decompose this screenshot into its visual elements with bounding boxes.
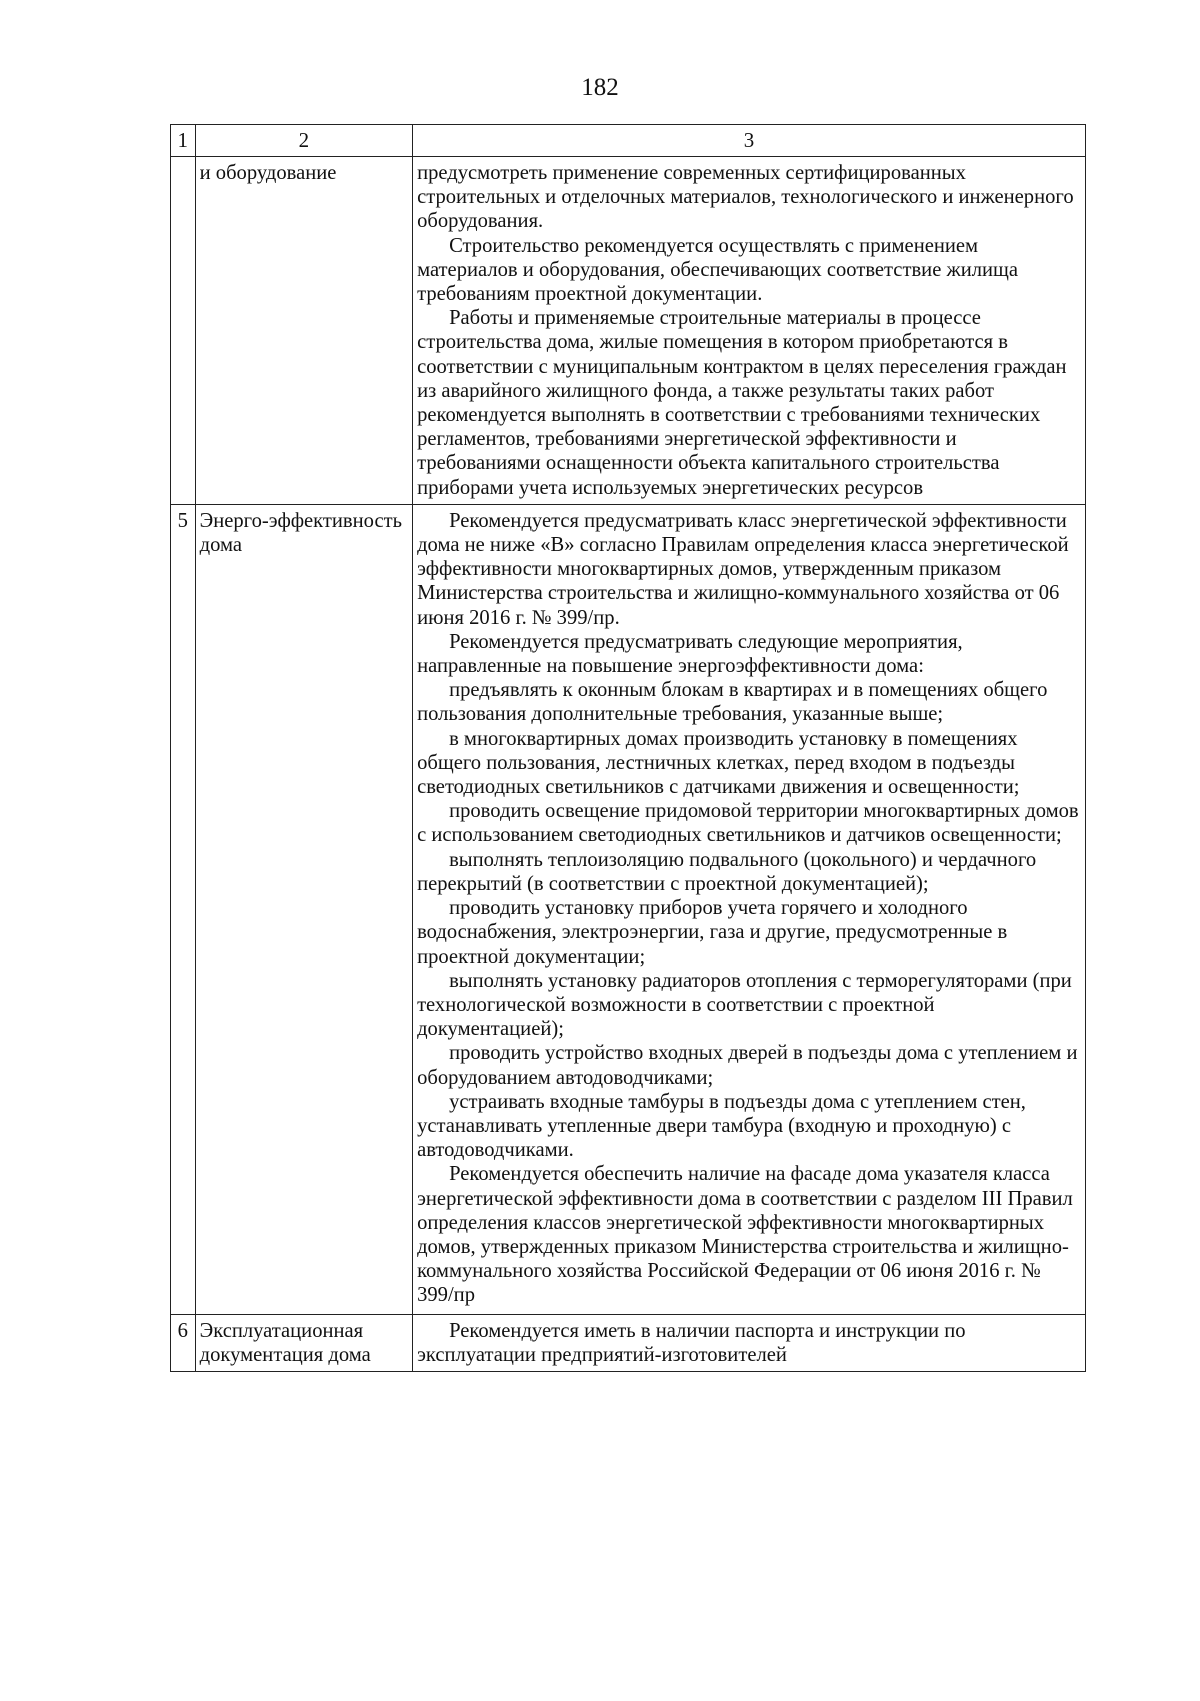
row-number: 5 (171, 504, 196, 1314)
paragraph: предусмотреть применение современных сертифицированных строительных и отделочных материалов, технологического и инженерного оборудования. (417, 162, 1074, 233)
row-number (171, 157, 196, 505)
paragraph: Рекомендуется предусматривать класс энергетической эффективности дома не ниже «В» согласно Правилам определения класса энергетической эффективности многоквартирных домов, утвержденным приказом Министерства строительства и жилищно-коммунального хозяйства от 06 июня 2016 г. № 399/пр. (417, 509, 1069, 629)
paragraph: Рекомендуется предусматривать следующие мероприятия, направленные на повышение энергоэффективности дома: (417, 630, 963, 678)
paragraph: выполнять установку радиаторов отопления с терморегуляторами (при технологической возможности в соответствии с проектной документацией); (417, 969, 1072, 1041)
row-title: Энерго-эффективность дома (195, 504, 412, 1314)
paragraph: Рекомендуется иметь в наличии паспорта и инструкции по эксплуатации предприятий-изготовителей (417, 1319, 966, 1366)
row-number: 6 (171, 1314, 196, 1371)
paragraph: проводить устройство входных дверей в подъезды дома с утеплением и оборудованием автодоводчиками; (417, 1042, 1078, 1089)
column-header-2: 2 (195, 125, 412, 157)
column-header-3: 3 (413, 125, 1086, 157)
paragraph: проводить освещение придомовой территории многоквартирных домов с использованием светодиодных светильников и датчиков освещенности; (417, 800, 1079, 847)
paragraph: выполнять теплоизоляцию подвального (цокольного) и чердачного перекрытий (в соответствии с проектной документацией); (417, 848, 1037, 895)
page-number: 182 (581, 74, 619, 101)
paragraph: устраивать входные тамбуры в подъезды дома с утеплением стен, устанавливать утепленные двери тамбура (входную и проходную) с автодоводчиками. (417, 1090, 1026, 1162)
row-title: Эксплуатационная документация дома (195, 1314, 412, 1371)
column-header-1: 1 (171, 125, 196, 157)
row-content (413, 504, 1086, 1314)
row-content (413, 1314, 1086, 1371)
paragraph: Строительство рекомендуется осуществлять с применением материалов и оборудования, обеспечивающих соответствие жилища требованиям проектной документации. (417, 234, 1019, 306)
row-title: и оборудование (195, 157, 412, 505)
paragraph: Работы и применяемые строительные материалы в процессе строительства дома, жилые помещения в котором приобретаются в соответствии с муниципальным контрактом в целях переселения граждан из аварийного жилищного фонда, а также результаты таких работ рекомендуется выполнять в соответствии с требованиями технических регламентов, требованиями энергетической эффективности и требованиями оснащенности объекта капитального строительства приборами учета используемых энергетических ресурсов (417, 307, 1067, 499)
table-row (171, 1314, 1086, 1371)
row-content (413, 157, 1086, 505)
table-row (171, 504, 1086, 1314)
paragraph: предъявлять к оконным блокам в квартирах и в помещениях общего пользования дополнительные требования, указанные выше; (417, 679, 1048, 726)
requirements-table (170, 124, 1086, 1372)
paragraph: проводить установку приборов учета горячего и холодного водоснабжения, электроэнергии, газа и другие, предусмотренные в проектной документации; (417, 897, 1008, 968)
paragraph: в многоквартирных домах производить установку в помещениях общего пользования, лестничных клетках, перед входом в подъезды светодиодных светильников с датчиками движения и освещенности; (417, 727, 1020, 799)
table-header-row (171, 125, 1086, 157)
table-row (171, 157, 1086, 505)
paragraph: Рекомендуется обеспечить наличие на фасаде дома указателя класса энергетической эффективности дома в соответствии с разделом III Правил определения классов энергетической эффективности многоквартирных домов, утвержденных приказом Министерства строительства и жилищно-коммунального хозяйства Российской Федерации от 06 июня 2016 г. № 399/пр (417, 1163, 1073, 1307)
